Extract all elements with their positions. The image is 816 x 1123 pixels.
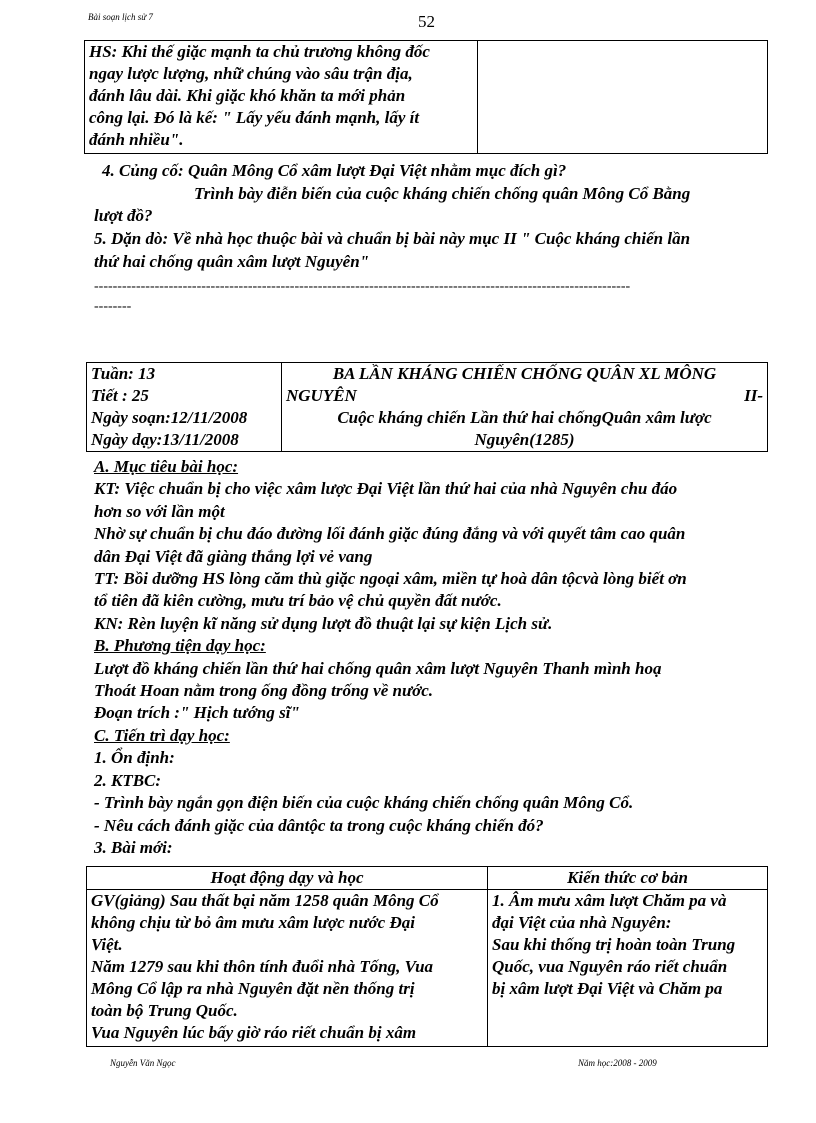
week-label: Tuần: 13 [91,364,156,383]
empty-cell [478,41,768,154]
prep-date: Ngày soạn:12/11/2008 [91,408,248,427]
activity-cell [87,890,488,1047]
activity-line: Việt. [91,935,123,954]
homework-line-2: thứ hai chống quân xâm lượt Nguyên" [94,252,370,271]
activity-line: Năm 1279 sau khi thôn tính đuổi nhà Tống, Vua [91,957,434,976]
hs-line: HS: Khi thế giặc mạnh ta chủ trương không đốc [89,42,430,61]
body-line: Lượt đồ kháng chiến lần thứ hai chống quân xâm lượt Nguyên Thanh mình hoạ [94,658,662,678]
body-line: dân Đại Việt đã giàng thắng lợi vẻ vang [94,546,373,566]
body-line: TT: Bồi dưỡng HS lòng căm thù giặc ngoại xâm, miền tự hoà dân tộcvà lòng biết ơn [94,569,687,589]
section-heading-objectives: A. Mục tiêu bài học: [94,457,239,476]
body-line: 3. Bài mới: [94,837,173,857]
footer-author: Nguyễn Văn Ngọc [110,1058,176,1068]
activity-line: Mông Cổ lập ra nhà Nguyên đặt nền thống trị [91,979,415,998]
body-line: 1. Ổn định: [94,748,175,768]
col1-header: Hoạt động dạy và học [87,867,488,890]
divider-dashes: ------------------------------------------------------------------------------------------------------------------- [94,279,631,294]
section-heading-materials: B. Phương tiện dạy học: [94,636,266,656]
activity-line: toàn bộ Trung Quốc. [91,1001,238,1020]
body-line: KT: Việc chuẩn bị cho việc xâm lược Đại Việt lần thứ hai của nhà Nguyên chu đáo [94,479,678,499]
lesson-title-part: NGUYÊN [286,386,357,405]
activity-line: không chịu từ bỏ âm mưu xâm lược nước Đại [91,913,415,932]
homework-line-1: 5. Dặn dò: Về nhà học thuộc bài và chuẩn bị bài này mục II " Cuộc kháng chiến lần [94,229,691,248]
period-label: Tiết : 25 [91,386,149,405]
body-line: KN: Rèn luyện kĩ năng sử dụng lượt đồ thuật lại sự kiện Lịch sử. [94,613,553,633]
knowledge-line: Quốc, vua Nguyên ráo riết chuẩn [492,957,728,976]
body-line: hơn so với lần một [94,501,225,521]
lesson-header-table [86,362,768,452]
hs-line: đánh nhiều". [89,130,184,149]
lesson-subtitle-2: Nguyên(1285) [474,430,575,449]
lesson-subtitle: Cuộc kháng chiến Lần thứ hai chốngQuân xâm lược [337,408,712,427]
activity-line: GV(giảng) Sau thất bại năm 1258 quân Mông Cổ [91,891,439,910]
activity-line: Vua Nguyên lúc bấy giờ ráo riết chuẩn bị xâm [91,1023,417,1042]
section-number: II- [744,386,763,405]
hs-line: công lại. Đó là kế: " Lấy yếu đánh mạnh, lấy ít [89,108,420,127]
review-question-1: 4. Củng cố: Quân Mông Cổ xâm lượt Đại Việt nhằm mục đích gì? [102,161,567,180]
footer-year: Năm học:2008 - 2009 [578,1058,657,1068]
col2-header: Kiến thức cơ bản [488,867,768,890]
body-line: - Nêu cách đánh giặc của dântộc ta trong cuộc kháng chiến đó? [94,815,544,835]
teach-date: Ngày dạy:13/11/2008 [91,430,239,449]
hs-line: đánh lâu dài. Khi giặc khó khăn ta mới phản [89,86,406,105]
body-line: 2. KTBC: [94,770,162,790]
review-question-3: lượt đồ? [94,206,153,225]
page-number: 52 [418,12,435,31]
hs-answer-cell [85,41,478,154]
body-line: tổ tiên đã kiên cường, mưu trí bảo vệ chủ quyền đất nước. [94,591,502,611]
header-subject: Bài soạn lịch sử 7 [88,12,153,22]
knowledge-line: 1. Âm mưu xâm lượt Chăm pa và [492,891,727,910]
hs-line: ngay lược lượng, nhữ chúng vào sâu trận địa, [89,64,413,83]
lesson-body [94,456,687,859]
activity-table [86,866,768,1047]
continuation-table [84,40,768,154]
review-question-2: Trình bày điễn biến của cuộc kháng chiến chống quân Mông Cổ Bằng [194,184,691,203]
lesson-title: BA LẦN KHÁNG CHIẾN CHỐNG QUÂN XL MÔNG [332,364,717,383]
body-line: Đoạn trích :" Hịch tướng sĩ" [94,703,300,723]
knowledge-cell [488,890,768,1047]
knowledge-line: bị xâm lượt Đại Việt và Chăm pa [492,979,723,998]
body-line: Thoát Hoan nằm trong ống đồng trống về nước. [94,681,434,701]
divider-dashes-2: -------- [94,299,132,314]
section-heading-procedure: C. Tiến trì dạy học: [94,725,230,745]
body-line: - Trình bày ngắn gọn điện biến của cuộc kháng chiến chống quân Mông Cổ. [94,793,634,813]
lesson-meta-cell [87,363,282,452]
lesson-title-row [286,385,763,407]
body-line: Nhờ sự chuẩn bị chu đáo đường lối đánh giặc đúng đắng và với quyết tâm cao quân [94,524,686,544]
lesson-title-cell [282,363,768,452]
knowledge-line: Sau khi thống trị hoàn toàn Trung [492,935,736,954]
knowledge-line: đại Việt của nhà Nguyên: [492,913,672,932]
